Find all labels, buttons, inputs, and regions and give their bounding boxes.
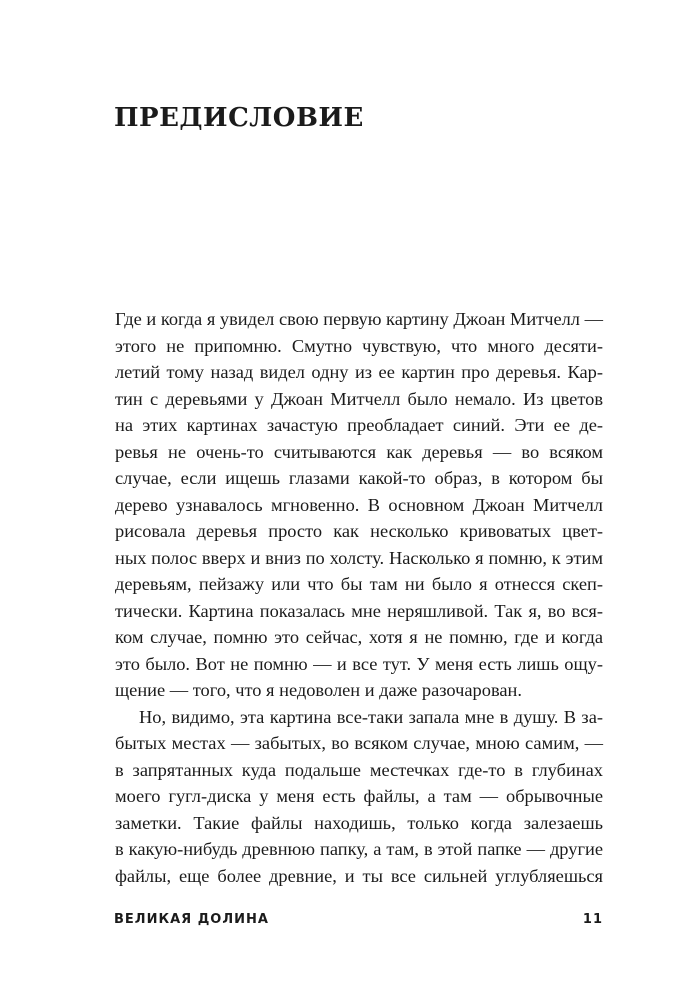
text-line: щение — того, что я недоволен и даже разочарован. — [115, 680, 522, 700]
text-line: бытых местах — забытых, во всяком случае, мною самим, — — [115, 733, 603, 753]
text-line: ком случае, помню это сейчас, хотя я не помню, где и когда — [115, 627, 603, 647]
text-line: рисовала деревья просто как несколько кривоватых цвет- — [115, 521, 603, 541]
text-line: на этих картинах зачастую преобладает синий. Эти ее де- — [115, 415, 603, 435]
text-line: ных полос вверх и вниз по холсту. Насколько я помню, к этим — [115, 547, 603, 568]
text-line: Но, видимо, эта картина все-таки запала мне в душу. В за- — [139, 706, 603, 727]
text-line: дерево узнавалось мгновенно. В основном Джоан Митчелл — [115, 494, 603, 515]
text-line: в какую-нибудь древнюю папку, а там, в этой папке — другие — [115, 839, 603, 859]
text-line: Где и когда я увидел свою первую картину Джоан Митчелл — — [115, 309, 603, 329]
text-line: это было. Вот не помню — и все тут. У меня есть лишь ощу- — [115, 653, 603, 674]
text-line: тически. Картина показалась мне неряшливой. Так я, во вся- — [115, 600, 603, 621]
text-line: заметки. Такие файлы находишь, только когда залезаешь — [115, 812, 603, 833]
text-line: случае, если ищешь глазами какой-то образ, в котором бы — [115, 468, 603, 488]
paragraph — [115, 704, 603, 890]
text-line: тин с деревьями у Джоан Митчелл было немало. Из цветов — [115, 388, 603, 409]
body-text — [115, 306, 603, 889]
text-line: летий тому назад видел одну из ее картин про деревья. Кар- — [115, 362, 603, 382]
text-line: этого не припомню. Смутно чувствую, что много десяти- — [115, 335, 603, 356]
page-number: 11 — [582, 912, 603, 927]
text-line: моего гугл-диска у меня есть файлы, а там — обрывочные — [115, 786, 603, 806]
text-line: деревьям, пейзажу или что бы там ни было я отнесся скеп- — [115, 574, 603, 594]
page-footer — [114, 912, 603, 927]
running-footer-book-title: ВЕЛИКАЯ ДОЛИНА — [114, 912, 269, 927]
page-title: ПРЕДИСЛОВИЕ — [114, 103, 364, 133]
paragraph — [115, 306, 603, 704]
text-line: файлы, еще более древние, и ты все сильней углубляешься — [115, 865, 603, 886]
text-line: ревья не очень-то считываются как деревья — во всяком — [115, 441, 603, 462]
text-line: в запрятанных куда подальше местечках где-то в глубинах — [115, 759, 603, 780]
